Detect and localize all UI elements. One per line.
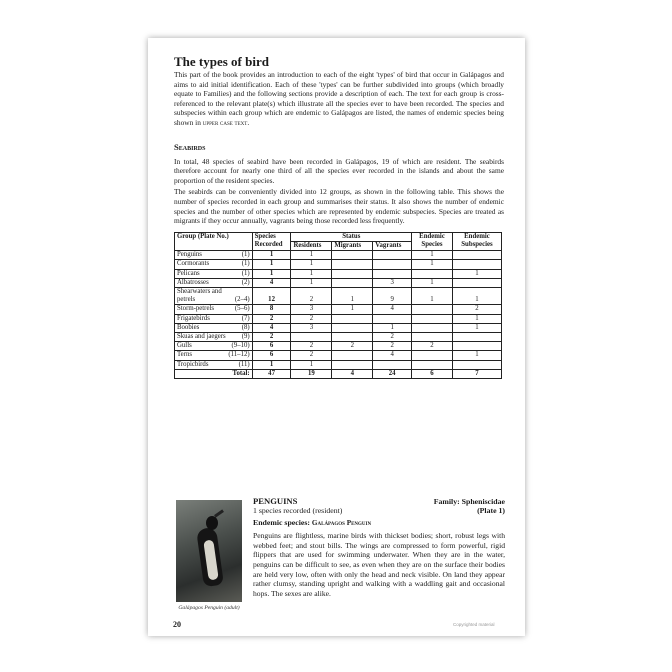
cell-endemic: [412, 351, 453, 360]
cell-migrants: [332, 269, 373, 278]
cell-recorded: 1: [252, 360, 291, 369]
cell-vagrants: [373, 269, 412, 278]
table-body: [175, 251, 502, 370]
group-name: Storm-petrels: [177, 305, 214, 313]
cell-residents: 2: [291, 287, 332, 304]
cell-subspecies: 1: [452, 323, 501, 332]
cell-endemic: [412, 305, 453, 314]
cell-migrants: [332, 360, 373, 369]
cell-vagrants: 2: [373, 332, 412, 341]
cell-recorded: 1: [252, 260, 291, 269]
endemic-species-name: Galápagos Penguin: [311, 518, 372, 527]
table-row: [175, 305, 502, 314]
header-group: Group (Plate No.): [175, 232, 253, 250]
cell-recorded: 8: [252, 305, 291, 314]
cell-endemic: 1: [412, 287, 453, 304]
cell-recorded: 2: [252, 332, 291, 341]
table-row: [175, 332, 502, 341]
cell-recorded: 1: [252, 269, 291, 278]
cell-recorded: 4: [252, 323, 291, 332]
cell-vagrants: [373, 360, 412, 369]
penguins-description: Penguins are flightless, marine birds with thickset bodies; short, robust legs with webbed feet; and stout bills. The wings are compressed to form powerful, rigid flippers that are used for swimming underwater. When they are in the water, penguins can be difficult to see, as even when they are on the surface their bodies are held very low, often with only the head and neck visible. On land they appear rather clumsy, standing upright and walking with a waddling gait and occasional hops. The sexes are alike.: [253, 530, 505, 599]
cell-migrants: [332, 314, 373, 323]
group-plate: (7): [241, 314, 250, 322]
cell-vagrants: 4: [373, 305, 412, 314]
cell-vagrants: 4: [373, 351, 412, 360]
cell-subspecies: 1: [452, 314, 501, 323]
cell-recorded: 6: [252, 342, 291, 351]
cell-subspecies: [452, 251, 501, 260]
header-species-recorded: Species Recorded: [252, 232, 291, 250]
penguin-photo: [176, 500, 242, 602]
cell-residents: [291, 332, 332, 341]
cell-migrants: 1: [332, 305, 373, 314]
cell-recorded: 12: [252, 287, 291, 304]
penguins-recorded: 1 species recorded (resident): [253, 506, 343, 516]
group-name: Albatrosses: [177, 278, 209, 286]
page-content: [174, 54, 504, 379]
total-migrants: 4: [332, 369, 373, 378]
group-name: Tropicbirds: [177, 360, 209, 368]
table-row: [175, 342, 502, 351]
header-residents: Residents: [291, 241, 332, 250]
header-migrants: Migrants: [332, 241, 373, 250]
header-status: Status: [291, 232, 412, 241]
penguins-family: Family: Spheniscidae: [433, 497, 505, 506]
photo-caption: Galápagos Penguin (adult): [178, 605, 240, 611]
cell-endemic: [412, 332, 453, 341]
cell-residents: 1: [291, 360, 332, 369]
table-row: [175, 287, 502, 304]
cell-migrants: 2: [332, 342, 373, 351]
group-plate: (8): [241, 323, 250, 331]
cell-migrants: [332, 251, 373, 260]
table-header-row: [175, 232, 502, 241]
cell-residents: 3: [291, 305, 332, 314]
cell-recorded: 2: [252, 314, 291, 323]
total-vagrants: 24: [373, 369, 412, 378]
cell-subspecies: [452, 260, 501, 269]
table-row: [175, 360, 502, 369]
cell-subspecies: 1: [452, 351, 501, 360]
group-plate: (2–4): [234, 296, 250, 304]
book-page: [148, 38, 525, 636]
group-plate: (11–12): [228, 351, 250, 359]
table-row: [175, 323, 502, 332]
cell-migrants: [332, 278, 373, 287]
group-plate: (2): [241, 278, 250, 286]
cell-recorded: 1: [252, 251, 291, 260]
table-row: [175, 351, 502, 360]
seabirds-paragraph-1: In total, 48 species of seabird have been recorded in Galápagos, 19 of which are resident. The seabirds therefore account for nearly one third of all the species ever recorded in the islands and about the same proportion of the resident species.: [174, 156, 504, 185]
penguins-title: PENGUINS: [253, 496, 298, 506]
seabird-groups-table: [174, 232, 502, 379]
table-row: [175, 278, 502, 287]
group-plate: (1): [241, 251, 250, 259]
cell-subspecies: [452, 278, 501, 287]
cell-endemic: 2: [412, 342, 453, 351]
cell-endemic: 1: [412, 278, 453, 287]
copyright-note: Copyrighted material: [453, 622, 495, 627]
cell-vagrants: [373, 251, 412, 260]
penguins-plate: (Plate 1): [477, 506, 505, 516]
penguins-endemic: Endemic species: Galápagos Penguin: [253, 517, 372, 527]
cell-migrants: [332, 323, 373, 332]
cell-subspecies: [452, 332, 501, 341]
cell-migrants: 1: [332, 287, 373, 304]
group-name: Pelicans: [177, 269, 200, 277]
total-residents: 19: [291, 369, 332, 378]
cell-residents: 1: [291, 269, 332, 278]
group-name: Gulls: [177, 342, 192, 350]
cell-residents: 1: [291, 251, 332, 260]
cell-recorded: 6: [252, 351, 291, 360]
cell-endemic: [412, 314, 453, 323]
page-heading: The types of bird: [174, 54, 269, 69]
cell-endemic: [412, 360, 453, 369]
cell-residents: 2: [291, 342, 332, 351]
group-plate: (9): [241, 332, 250, 340]
intro-paragraph: This part of the book provides an introduction to each of the eight 'types' of bird that occur in Galápagos and aims to aid initial identification. Each of these 'types' can be further subdivided into groups (which broadly equate to Families) and the following sections provide a description of each. The text for each group is cross-referenced to the relevant plate(s) which illustrate all the species ever to have been recorded. The species and subspecies within each group which are endemic to Galápagos are listed, the names of endemic species being shown in upper case text.: [174, 70, 504, 127]
group-plate: (5–6): [234, 305, 250, 313]
cell-vagrants: [373, 260, 412, 269]
group-plate: (9–10): [231, 342, 250, 350]
header-vagrants: Vagrants: [373, 241, 412, 250]
group-name: Skuas and jaegers: [177, 332, 226, 340]
cell-residents: 2: [291, 314, 332, 323]
group-name: Terns: [177, 351, 193, 359]
total-label: Total:: [175, 369, 253, 378]
cell-vagrants: 9: [373, 287, 412, 304]
total-subspecies: 7: [452, 369, 501, 378]
table-total-row: [175, 369, 502, 378]
cell-migrants: [332, 332, 373, 341]
cell-vagrants: [373, 314, 412, 323]
cell-residents: 3: [291, 323, 332, 332]
penguins-section: [253, 497, 505, 599]
cell-subspecies: [452, 342, 501, 351]
group-plate: (11): [238, 360, 250, 368]
seabirds-paragraph-2: The seabirds can be conveniently divided into 12 groups, as shown in the following table. This shows the number of species recorded in each group and summarises their status. It also shows the number of endemic species and the number of other species which are represented by endemic subspecies. Species are treated as migrants if they occur annually, vagrants being those recorded less frequently.: [174, 187, 504, 226]
upper-case-sample: upper case text: [202, 119, 248, 127]
page-number: 20: [173, 620, 181, 629]
table-row: [175, 269, 502, 278]
table-row: [175, 260, 502, 269]
table-row: [175, 251, 502, 260]
total-endemic: 6: [412, 369, 453, 378]
cell-vagrants: 3: [373, 278, 412, 287]
cell-subspecies: [452, 360, 501, 369]
group-name: Penguins: [177, 251, 202, 259]
group-name: Boobies: [177, 323, 200, 331]
cell-endemic: [412, 269, 453, 278]
group-name: Frigatebirds: [177, 314, 210, 322]
cell-subspecies: 1: [452, 269, 501, 278]
group-name: Cormorants: [177, 260, 210, 268]
cell-vagrants: 2: [373, 342, 412, 351]
cell-residents: 1: [291, 278, 332, 287]
cell-endemic: [412, 323, 453, 332]
group-name: Shearwaters and petrels: [177, 287, 222, 304]
cell-migrants: [332, 351, 373, 360]
header-endemic-species: Endemic Species: [412, 232, 453, 250]
cell-endemic: 1: [412, 251, 453, 260]
cell-residents: 2: [291, 351, 332, 360]
group-plate: (1): [241, 269, 250, 277]
cell-residents: 1: [291, 260, 332, 269]
cell-vagrants: 1: [373, 323, 412, 332]
seabirds-heading: Seabirds: [174, 141, 206, 152]
group-plate: (1): [241, 260, 250, 268]
cell-migrants: [332, 260, 373, 269]
header-endemic-subspecies: Endemic Subspecies: [452, 232, 501, 250]
cell-subspecies: 1: [452, 287, 501, 304]
total-recorded: 47: [252, 369, 291, 378]
cell-subspecies: 2: [452, 305, 501, 314]
cell-recorded: 4: [252, 278, 291, 287]
cell-endemic: 1: [412, 260, 453, 269]
table-row: [175, 314, 502, 323]
